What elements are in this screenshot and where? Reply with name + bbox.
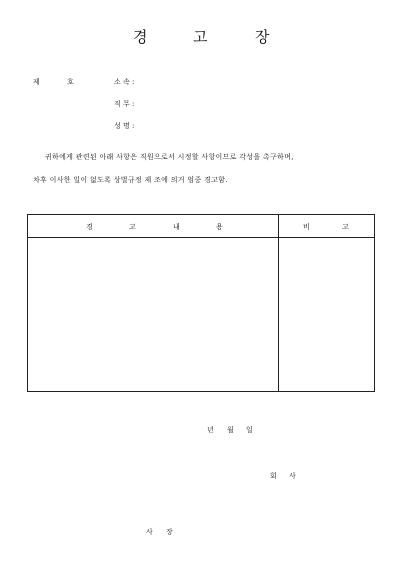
department-label: 소 속 :	[114, 78, 135, 86]
title-char-3: 장	[255, 28, 270, 46]
position-label: 직 무 :	[114, 100, 135, 108]
president-char-2: 장	[166, 528, 173, 536]
company-char-2: 사	[289, 472, 296, 480]
number-label-prefix: 제	[33, 78, 40, 86]
title-char-2: 고	[193, 28, 208, 46]
warning-table	[27, 214, 375, 392]
header-remarks-char-1: 비	[303, 223, 310, 231]
title-char-1: 경	[133, 28, 148, 46]
date-month-label: 월	[227, 426, 234, 434]
number-label-suffix: 호	[67, 78, 74, 86]
president-char-1: 사	[146, 528, 153, 536]
body-text-line-1: 귀하에게 관련된 아래 사항은 직원으로서 시정할 사항이므로 각성을 촉구하며,	[45, 153, 294, 161]
table-column-divider	[278, 215, 279, 391]
name-label: 성 명 :	[114, 122, 135, 130]
body-text-line-2: 차후 이사한 일이 없도록 상벌규정 제 조에 의거 엄중 경고함.	[33, 176, 228, 184]
date-day-label: 일	[246, 426, 253, 434]
company-char-1: 회	[270, 472, 277, 480]
header-remarks-char-2: 고	[342, 223, 349, 231]
header-content-char-4: 용	[216, 223, 223, 231]
header-content-char-1: 경	[86, 223, 93, 231]
header-content-char-2: 고	[129, 223, 136, 231]
date-year-label: 년	[207, 426, 214, 434]
table-header-divider	[28, 237, 374, 238]
header-content-char-3: 내	[173, 223, 180, 231]
document-title	[0, 26, 400, 50]
